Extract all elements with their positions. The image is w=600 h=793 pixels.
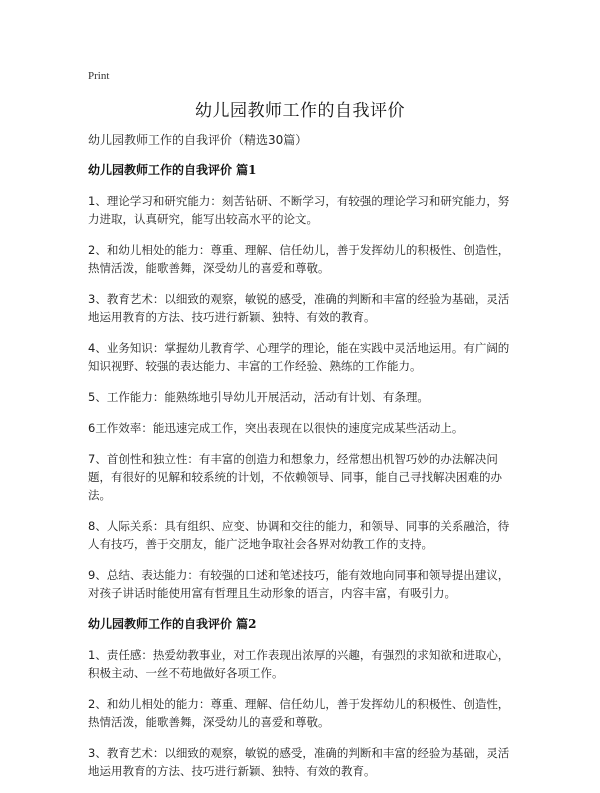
paragraph: 6工作效率：能迅速完成工作，突出表现在以很快的速度完成某些活动上。 bbox=[88, 421, 464, 435]
document-title: 幼儿园教师工作的自我评价 bbox=[195, 101, 405, 121]
section-1 bbox=[88, 161, 520, 602]
section-2 bbox=[88, 615, 520, 780]
paragraph: 8、人际关系：具有组织、应变、协调和交往的能力，和领导、同事的关系融洽，待人有技巧，善于交朋友，能广泛地争取社会各界对幼教工作的支持。 bbox=[88, 519, 510, 551]
paragraph: 1、理论学习和研究能力：刻苦钻研、不断学习，有较强的理论学习和研究能力，努力进取，认真研究，能写出较高水平的论文。 bbox=[88, 194, 510, 226]
paragraph: 3、教育艺术：以细致的观察，敏锐的感受，准确的判断和丰富的经验为基础，灵活地运用教育的方法、技巧进行新颖、独特、有效的教育。 bbox=[88, 746, 510, 778]
paragraph: 4、业务知识：掌握幼儿教育学、心理学的理论，能在实践中灵活地运用。有广阔的知识视野、较强的表达能力、丰富的工作经验、熟练的工作能力。 bbox=[88, 341, 510, 373]
paragraph: 7、首创性和独立性：有丰富的创造力和想象力，经常想出机智巧妙的办法解决问题，有很好的见解和较系统的计划，不依赖领导、同事，能自己寻找解决困难的办法。 bbox=[88, 452, 502, 502]
document-subtitle: 幼儿园教师工作的自我评价（精选30篇） bbox=[88, 133, 308, 147]
paragraph: 9、总结、表达能力：有较强的口述和笔述技巧，能有效地向同事和领导提出建议，对孩子讲话时能使用富有哲理且生动形象的语言，内容丰富，有吸引力。 bbox=[88, 568, 510, 600]
paragraph: 2、和幼儿相处的能力：尊重、理解、信任幼儿，善于发挥幼儿的积极性、创造性，热情活泼，能歌善舞，深受幼儿的喜爱和尊敬。 bbox=[88, 697, 510, 729]
paragraph: 3、教育艺术：以细致的观察，敏锐的感受，准确的判断和丰富的经验为基础，灵活地运用教育的方法、技巧进行新颖、独特、有效的教育。 bbox=[88, 292, 510, 324]
document-body bbox=[88, 131, 520, 793]
section-heading: 幼儿园教师工作的自我评价 篇2 bbox=[88, 617, 257, 631]
paragraph: 5、工作能力：能熟练地引导幼儿开展活动，活动有计划、有条理。 bbox=[88, 390, 429, 404]
paragraph: 2、和幼儿相处的能力：尊重、理解、信任幼儿，善于发挥幼儿的积极性、创造性，热情活泼，能歌善舞，深受幼儿的喜爱和尊敬。 bbox=[88, 243, 510, 275]
print-label[interactable]: Print bbox=[88, 70, 110, 82]
paragraph: 1、责任感：热爱幼教事业，对工作表现出浓厚的兴趣，有强烈的求知欲和进取心，积极主动、一丝不苟地做好各项工作。 bbox=[88, 648, 510, 680]
section-heading: 幼儿园教师工作的自我评价 篇1 bbox=[88, 163, 257, 177]
